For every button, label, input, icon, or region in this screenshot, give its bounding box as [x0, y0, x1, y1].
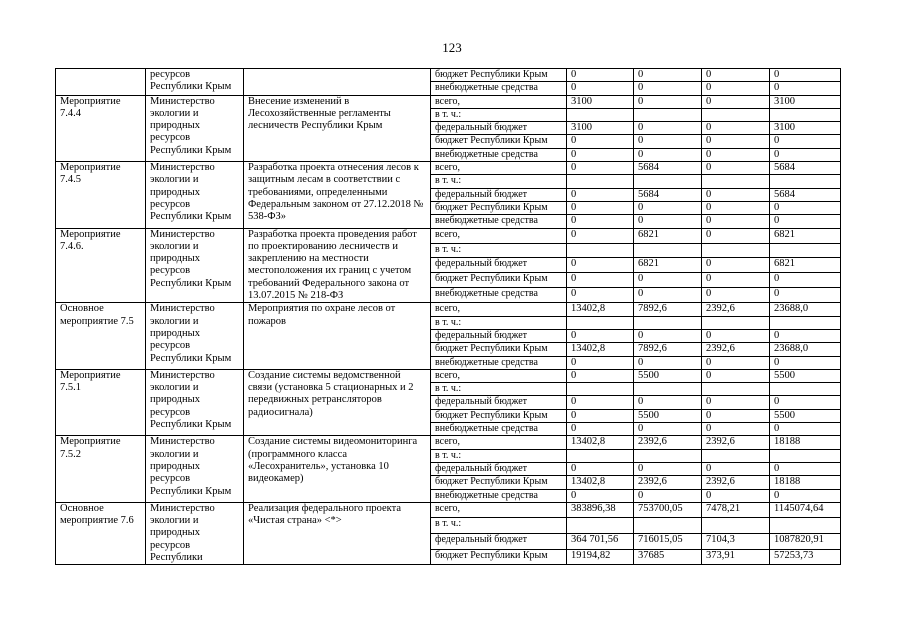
amount-cell: 18188 — [770, 436, 841, 449]
amount-cell: 0 — [567, 329, 634, 342]
amount-cell — [567, 243, 634, 258]
amount-cell: 13402,8 — [567, 303, 634, 316]
amount-cell: 0 — [634, 148, 702, 161]
amount-cell — [770, 383, 841, 396]
amount-cell: 23688,0 — [770, 303, 841, 316]
amount-cell — [702, 518, 770, 534]
funding-source-cell: федеральный бюджет — [431, 534, 567, 550]
description-cell: Внесение изменений в Лесохозяйственные регламенты лесничеств Республики Крым — [244, 95, 431, 161]
amount-cell: 5500 — [634, 369, 702, 382]
amount-cell: 23688,0 — [770, 343, 841, 356]
amount-cell: 0 — [702, 228, 770, 243]
amount-cell: 0 — [770, 423, 841, 436]
funding-source-cell: в т. ч.: — [431, 383, 567, 396]
amount-cell: 0 — [702, 273, 770, 288]
executor-cell: Министерство экологии и природных ресурсов Республики Крым — [146, 436, 244, 502]
amount-cell — [567, 316, 634, 329]
amount-cell: 3100 — [567, 95, 634, 108]
funding-source-cell: бюджет Республики Крым — [431, 273, 567, 288]
funding-source-cell: в т. ч.: — [431, 175, 567, 188]
funding-source-cell: бюджет Республики Крым — [431, 549, 567, 565]
table-row — [56, 303, 841, 316]
funding-source-cell: в т. ч.: — [431, 243, 567, 258]
amount-cell: 0 — [634, 122, 702, 135]
amount-cell: 0 — [702, 258, 770, 273]
funding-source-cell: внебюджетные средства — [431, 489, 567, 502]
amount-cell: 0 — [567, 258, 634, 273]
amount-cell: 13402,8 — [567, 476, 634, 489]
executor-cell: Министерство экологии и природных ресурсов Республики — [146, 502, 244, 564]
table-row — [56, 69, 841, 82]
amount-cell — [567, 175, 634, 188]
amount-cell — [567, 518, 634, 534]
amount-cell: 0 — [770, 356, 841, 369]
amount-cell — [567, 108, 634, 121]
amount-cell — [702, 243, 770, 258]
amount-cell — [770, 108, 841, 121]
amount-cell: 0 — [770, 69, 841, 82]
amount-cell: 0 — [634, 329, 702, 342]
table-row — [56, 502, 841, 518]
amount-cell: 0 — [702, 369, 770, 382]
amount-cell — [770, 316, 841, 329]
amount-cell: 37685 — [634, 549, 702, 565]
amount-cell: 0 — [770, 489, 841, 502]
table-row — [56, 95, 841, 108]
amount-cell: 0 — [702, 462, 770, 475]
amount-cell: 0 — [634, 82, 702, 95]
amount-cell — [634, 383, 702, 396]
amount-cell: 3100 — [770, 95, 841, 108]
funding-source-cell: внебюджетные средства — [431, 356, 567, 369]
amount-cell: 0 — [702, 396, 770, 409]
amount-cell: 0 — [702, 288, 770, 303]
executor-cell: Министерство экологии и природных ресурсов Республики Крым — [146, 162, 244, 228]
funding-source-cell: федеральный бюджет — [431, 329, 567, 342]
funding-source-cell: в т. ч.: — [431, 449, 567, 462]
amount-cell: 0 — [634, 356, 702, 369]
amount-cell: 2392,6 — [634, 476, 702, 489]
funding-source-cell: федеральный бюджет — [431, 122, 567, 135]
measure-cell: Мероприятие 7.4.4 — [56, 95, 146, 161]
amount-cell: 0 — [567, 228, 634, 243]
amount-cell: 6821 — [770, 228, 841, 243]
amount-cell: 364 701,56 — [567, 534, 634, 550]
amount-cell: 0 — [702, 423, 770, 436]
description-cell — [244, 69, 431, 96]
amount-cell: 0 — [702, 489, 770, 502]
amount-cell: 0 — [770, 215, 841, 228]
amount-cell: 0 — [634, 462, 702, 475]
amount-cell: 2392,6 — [702, 436, 770, 449]
amount-cell: 3100 — [567, 122, 634, 135]
funding-source-cell: федеральный бюджет — [431, 396, 567, 409]
amount-cell: 0 — [702, 95, 770, 108]
amount-cell: 0 — [702, 188, 770, 201]
description-cell: Создание системы ведомственной связи (установка 5 стационарных и 2 передвижных ретрансляторов радиосигнала) — [244, 369, 431, 435]
description-cell: Разработка проекта отнесения лесов к защитным лесам в соответствии с требованиями, определенными Федеральным законом от 27.12.2018 № 538-ФЗ» — [244, 162, 431, 228]
table-body — [56, 69, 841, 565]
amount-cell: 0 — [770, 135, 841, 148]
amount-cell: 5500 — [634, 409, 702, 422]
funding-source-cell: бюджет Республики Крым — [431, 201, 567, 214]
funding-source-cell: всего, — [431, 95, 567, 108]
table-row — [56, 369, 841, 382]
executor-cell: Министерство экологии и природных ресурсов Республики Крым — [146, 303, 244, 369]
amount-cell: 0 — [702, 356, 770, 369]
amount-cell: 0 — [634, 423, 702, 436]
amount-cell: 0 — [770, 82, 841, 95]
amount-cell: 5500 — [770, 409, 841, 422]
funding-source-cell: бюджет Республики Крым — [431, 69, 567, 82]
amount-cell: 0 — [567, 489, 634, 502]
measure-cell: Мероприятие 7.5.1 — [56, 369, 146, 435]
amount-cell: 0 — [702, 409, 770, 422]
amount-cell — [634, 449, 702, 462]
amount-cell — [770, 449, 841, 462]
table-row — [56, 436, 841, 449]
amount-cell: 0 — [770, 148, 841, 161]
amount-cell: 373,91 — [702, 549, 770, 565]
amount-cell: 0 — [634, 95, 702, 108]
funding-source-cell: в т. ч.: — [431, 518, 567, 534]
funding-source-cell: федеральный бюджет — [431, 462, 567, 475]
funding-source-cell: всего, — [431, 228, 567, 243]
amount-cell — [770, 175, 841, 188]
amount-cell: 7104,3 — [702, 534, 770, 550]
amount-cell: 0 — [567, 409, 634, 422]
measure-cell: Мероприятие 7.4.5 — [56, 162, 146, 228]
description-cell: Мероприятия по охране лесов от пожаров — [244, 303, 431, 369]
funding-source-cell: федеральный бюджет — [431, 188, 567, 201]
amount-cell: 5684 — [634, 162, 702, 175]
amount-cell: 7892,6 — [634, 343, 702, 356]
amount-cell: 6821 — [634, 228, 702, 243]
amount-cell: 383896,38 — [567, 502, 634, 518]
amount-cell: 0 — [770, 288, 841, 303]
funding-source-cell: внебюджетные средства — [431, 82, 567, 95]
amount-cell: 0 — [634, 288, 702, 303]
amount-cell — [634, 316, 702, 329]
amount-cell — [567, 449, 634, 462]
measure-cell: Мероприятие 7.4.6. — [56, 228, 146, 303]
amount-cell: 57253,73 — [770, 549, 841, 565]
description-cell: Разработка проекта проведения работ по проектированию лесничеств и закреплению на местности местоположения их границ с учетом требований Федерального закона от 13.07.2015 № 218-ФЗ — [244, 228, 431, 303]
amount-cell: 6821 — [770, 258, 841, 273]
funding-source-cell: всего, — [431, 502, 567, 518]
executor-cell: Министерство экологии и природных ресурсов Республики Крым — [146, 95, 244, 161]
amount-cell: 6821 — [634, 258, 702, 273]
amount-cell: 5684 — [770, 162, 841, 175]
funding-source-cell: бюджет Республики Крым — [431, 135, 567, 148]
amount-cell: 0 — [567, 273, 634, 288]
funding-source-cell: всего, — [431, 436, 567, 449]
measure-cell: Основное мероприятие 7.6 — [56, 502, 146, 564]
amount-cell: 0 — [702, 329, 770, 342]
amount-cell — [634, 108, 702, 121]
amount-cell — [567, 383, 634, 396]
amount-cell: 0 — [770, 273, 841, 288]
amount-cell: 0 — [770, 396, 841, 409]
amount-cell: 5684 — [634, 188, 702, 201]
amount-cell: 13402,8 — [567, 343, 634, 356]
amount-cell: 0 — [634, 273, 702, 288]
amount-cell — [634, 175, 702, 188]
amount-cell: 0 — [567, 69, 634, 82]
amount-cell — [702, 383, 770, 396]
funding-source-cell: всего, — [431, 369, 567, 382]
amount-cell — [634, 243, 702, 258]
amount-cell: 5684 — [770, 188, 841, 201]
executor-cell: ресурсов Республики Крым — [146, 69, 244, 96]
amount-cell — [702, 175, 770, 188]
amount-cell: 0 — [702, 69, 770, 82]
amount-cell — [702, 449, 770, 462]
amount-cell: 716015,05 — [634, 534, 702, 550]
amount-cell: 2392,6 — [702, 476, 770, 489]
measure-cell: Основное мероприятие 7.5 — [56, 303, 146, 369]
amount-cell: 0 — [567, 188, 634, 201]
amount-cell: 0 — [702, 215, 770, 228]
funding-source-cell: внебюджетные средства — [431, 215, 567, 228]
amount-cell: 18188 — [770, 476, 841, 489]
funding-source-cell: всего, — [431, 303, 567, 316]
amount-cell: 0 — [634, 201, 702, 214]
amount-cell: 0 — [567, 396, 634, 409]
amount-cell: 0 — [567, 288, 634, 303]
amount-cell: 2392,6 — [702, 343, 770, 356]
amount-cell: 13402,8 — [567, 436, 634, 449]
amount-cell: 1087820,91 — [770, 534, 841, 550]
amount-cell: 0 — [634, 215, 702, 228]
amount-cell: 0 — [634, 489, 702, 502]
amount-cell: 0 — [567, 369, 634, 382]
amount-cell: 0 — [567, 215, 634, 228]
amount-cell: 0 — [567, 148, 634, 161]
amount-cell: 0 — [702, 122, 770, 135]
funding-source-cell: федеральный бюджет — [431, 258, 567, 273]
amount-cell: 0 — [770, 329, 841, 342]
amount-cell: 0 — [634, 396, 702, 409]
funding-source-cell: внебюджетные средства — [431, 423, 567, 436]
funding-source-cell: бюджет Республики Крым — [431, 409, 567, 422]
amount-cell: 19194,82 — [567, 549, 634, 565]
funding-source-cell: бюджет Республики Крым — [431, 476, 567, 489]
amount-cell: 0 — [567, 201, 634, 214]
amount-cell — [702, 316, 770, 329]
amount-cell: 2392,6 — [634, 436, 702, 449]
funding-source-cell: внебюджетные средства — [431, 288, 567, 303]
table-row — [56, 162, 841, 175]
amount-cell: 7892,6 — [634, 303, 702, 316]
amount-cell: 0 — [770, 462, 841, 475]
executor-cell: Министерство экологии и природных ресурсов Республики Крым — [146, 369, 244, 435]
program-funding-table — [55, 68, 841, 565]
amount-cell — [770, 243, 841, 258]
funding-source-cell: всего, — [431, 162, 567, 175]
amount-cell: 1145074,64 — [770, 502, 841, 518]
amount-cell: 0 — [634, 69, 702, 82]
amount-cell: 0 — [567, 356, 634, 369]
amount-cell: 0 — [567, 423, 634, 436]
table-row — [56, 228, 841, 243]
amount-cell: 0 — [567, 462, 634, 475]
amount-cell: 3100 — [770, 122, 841, 135]
description-cell: Создание системы видеомониторинга (программного класса «Лесохранитель», установка 10 видеокамер) — [244, 436, 431, 502]
amount-cell: 7478,21 — [702, 502, 770, 518]
measure-cell: Мероприятие 7.5.2 — [56, 436, 146, 502]
executor-cell: Министерство экологии и природных ресурсов Республики Крым — [146, 228, 244, 303]
amount-cell: 0 — [567, 162, 634, 175]
amount-cell: 0 — [702, 148, 770, 161]
amount-cell: 2392,6 — [702, 303, 770, 316]
amount-cell: 0 — [567, 82, 634, 95]
amount-cell: 0 — [702, 135, 770, 148]
page-number: 123 — [442, 40, 462, 55]
amount-cell: 0 — [634, 135, 702, 148]
amount-cell — [634, 518, 702, 534]
funding-source-cell: в т. ч.: — [431, 108, 567, 121]
amount-cell: 0 — [702, 201, 770, 214]
funding-source-cell: в т. ч.: — [431, 316, 567, 329]
amount-cell: 753700,05 — [634, 502, 702, 518]
amount-cell: 0 — [702, 82, 770, 95]
funding-source-cell: бюджет Республики Крым — [431, 343, 567, 356]
funding-source-cell: внебюджетные средства — [431, 148, 567, 161]
amount-cell: 0 — [567, 135, 634, 148]
measure-cell — [56, 69, 146, 96]
amount-cell: 0 — [770, 201, 841, 214]
amount-cell — [702, 108, 770, 121]
amount-cell — [770, 518, 841, 534]
description-cell: Реализация федерального проекта «Чистая страна» <*> — [244, 502, 431, 564]
amount-cell: 5500 — [770, 369, 841, 382]
amount-cell: 0 — [702, 162, 770, 175]
